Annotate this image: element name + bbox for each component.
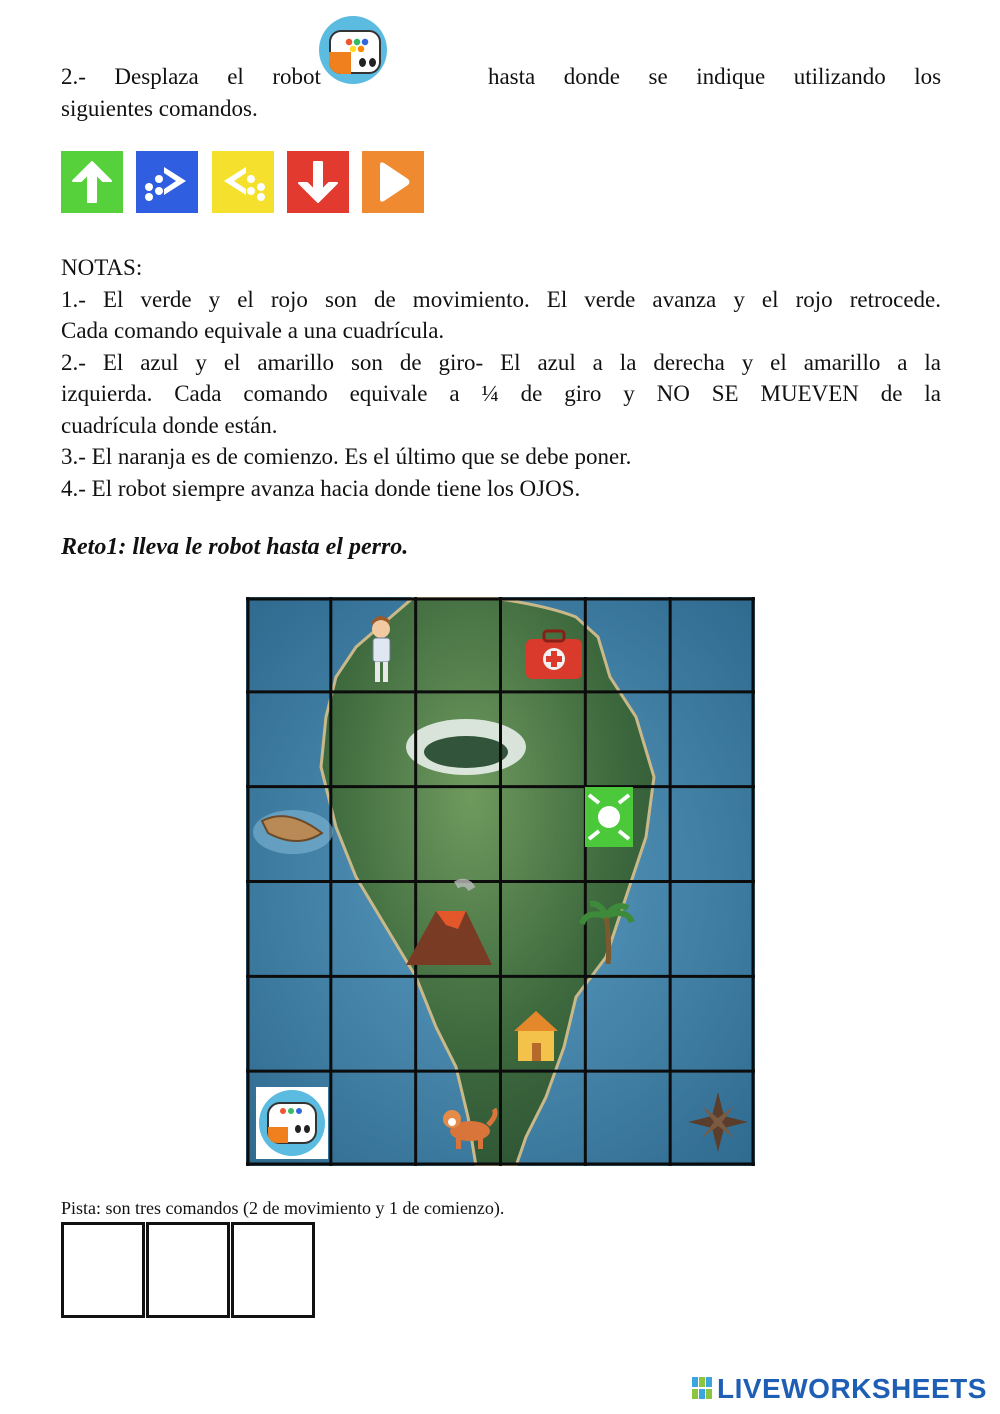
hint-text: Pista: son tres comandos (2 de movimiento y 1 de comienzo). <box>61 1198 505 1218</box>
challenge-title: Reto1: lleva le robot hasta el perro. <box>61 534 409 560</box>
boat-icon <box>253 810 333 854</box>
forward-arrow-icon <box>61 151 123 213</box>
note-2-cont: izquierda. Cada comando equivale a ¼ de giro y NO SE MUEVEN de la <box>61 381 941 406</box>
turn-left-icon <box>212 151 274 213</box>
note-1-cont: Cada comando equivale a una cuadrícula. <box>61 318 445 343</box>
assembly-point-icon <box>585 787 633 847</box>
backward-arrow-icon <box>287 151 349 213</box>
turn-right-icon <box>136 151 198 213</box>
instruction-word: los <box>914 64 942 89</box>
notes-section <box>61 252 941 504</box>
instruction-line-1 <box>61 61 941 92</box>
robot-icon <box>256 1087 328 1159</box>
island-grid-map <box>246 597 755 1166</box>
start-play-icon <box>362 151 424 213</box>
liveworksheets-logo[interactable] <box>692 1374 987 1404</box>
liveworksheets-logo-text: LIVEWORKSHEETS <box>717 1373 987 1404</box>
answer-slot-3[interactable] <box>231 1222 315 1318</box>
robot-icon <box>319 16 387 84</box>
instruction-line-2: siguientes comandos. <box>61 96 258 121</box>
instruction-word: utilizando <box>793 64 886 89</box>
answer-slot-2[interactable] <box>146 1222 230 1318</box>
note-1: 1.- El verde y el rojo son de movimiento. El verde avanza y el rojo retrocede. <box>61 286 941 312</box>
note-4: 4.- El robot siempre avanza hacia donde tiene los OJOS. <box>61 475 581 501</box>
instruction-word: se <box>648 64 668 89</box>
note-2: 2.- El azul y el amarillo son de giro- El azul a la derecha y el amarillo a la <box>61 349 941 375</box>
liveworksheets-logo-icon <box>692 1377 714 1401</box>
instruction-word: hasta <box>487 64 536 89</box>
notes-title: NOTAS: <box>61 255 143 280</box>
instruction-word: indique <box>696 64 766 89</box>
answer-slot-1[interactable] <box>61 1222 145 1318</box>
instruction-text-start: 2.- Desplaza el robot <box>61 64 321 89</box>
note-2-cont2: cuadrícula donde están. <box>61 412 278 438</box>
caldera <box>424 736 508 768</box>
note-3: 3.- El naranja es de comienzo. Es el último que se debe poner. <box>61 444 632 469</box>
instruction-word: donde <box>563 64 620 89</box>
